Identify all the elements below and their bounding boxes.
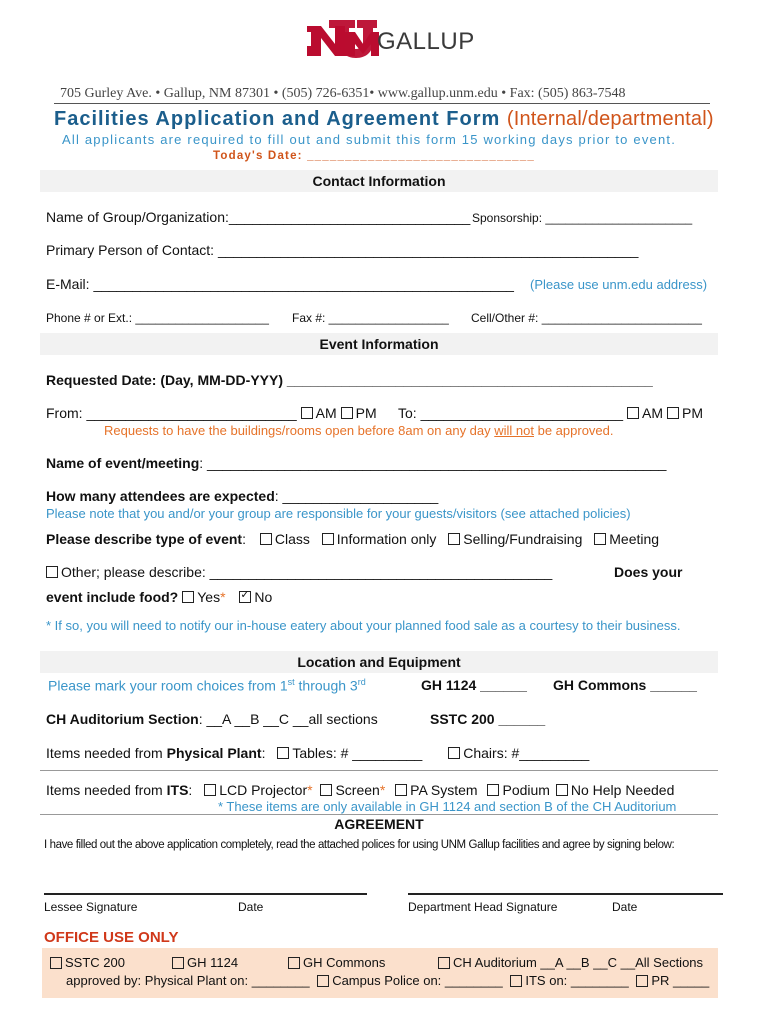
early-open-note: Requests to have the buildings/rooms open before 8am on any day will not be approved.	[104, 423, 614, 438]
location-heading: Location and Equipment	[297, 654, 461, 670]
from-pm-checkbox[interactable]	[341, 407, 353, 419]
no-help-checkbox[interactable]	[556, 784, 568, 796]
attendees-note: Please note that you and/or your group are responsible for your guests/visitors (see attached policies)	[46, 506, 631, 521]
lcd-checkbox[interactable]	[204, 784, 216, 796]
from-am-label: AM	[315, 405, 337, 421]
office-pr-checkbox[interactable]	[636, 975, 648, 987]
contact-section-header	[40, 170, 718, 192]
email-note: (Please use unm.edu address)	[530, 277, 708, 292]
food-yes-checkbox[interactable]	[182, 591, 194, 603]
primary-contact-field[interactable]: Primary Person of Contact: ______________________________________________________	[46, 242, 639, 258]
logo-text: GALLUP	[377, 28, 475, 55]
from-field[interactable]: From: ___________________________	[46, 405, 297, 421]
agreement-text: I have filled out the above application completely, read the attached polices for using UNM Gallup facilities and agree by signing below:	[44, 839, 675, 851]
office-row-2: approved by: Physical Plant on: ________ Campus Police on: ________ ITS on: ________ PR _____	[66, 973, 710, 988]
address-line: 705 Gurley Ave. • Gallup, NM 87301 • (505) 726-6351• www.gallup.unm.edu • Fax: (505) 863-7548	[60, 86, 626, 101]
office-ch-checkbox[interactable]	[438, 957, 450, 969]
header-rule	[54, 103, 710, 104]
office-ghcommons-checkbox[interactable]	[288, 957, 300, 969]
food-question-line1: Does your	[614, 564, 683, 580]
type-meeting-checkbox[interactable]	[594, 533, 606, 545]
podium-checkbox[interactable]	[487, 784, 499, 796]
dept-signature-line[interactable]	[408, 893, 723, 895]
phone-field[interactable]: Phone # or Ext.: ____________________	[46, 311, 269, 325]
sstc200-field[interactable]: SSTC 200 ______	[430, 711, 546, 727]
requested-date-field[interactable]: Requested Date: (Day, MM-DD-YYY) _______________________________________________	[46, 372, 653, 388]
divider	[40, 770, 718, 771]
office-row-1: SSTC 200	[46, 955, 125, 970]
pa-checkbox[interactable]	[395, 784, 407, 796]
room-choice-note: Please mark your room choices from 1st through 3rd	[48, 677, 366, 694]
tables-checkbox[interactable]	[277, 747, 289, 759]
to-field[interactable]: To: __________________________	[398, 405, 624, 421]
office-ghcommons: GH Commons	[284, 955, 385, 970]
to-am-checkbox[interactable]	[627, 407, 639, 419]
screen-checkbox[interactable]	[320, 784, 332, 796]
food-question-row: event include food? Yes* ✓ No	[46, 589, 272, 605]
office-police-checkbox[interactable]	[317, 975, 329, 987]
office-use-heading: OFFICE USE ONLY	[44, 929, 179, 946]
dept-signature-label: Department Head Signature	[408, 900, 558, 914]
to-pm-label: PM	[682, 405, 704, 421]
gh-commons-field[interactable]: GH Commons ______	[553, 677, 697, 693]
office-sstc-checkbox[interactable]	[50, 957, 62, 969]
lessee-date-label: Date	[238, 900, 264, 914]
from-am-checkbox[interactable]	[301, 407, 313, 419]
contact-heading: Contact Information	[312, 173, 446, 189]
event-type-row: Please describe type of event: Class Information only Selling/Fundraising Meeting	[46, 531, 660, 547]
lessee-signature-label: Lessee Signature	[44, 900, 138, 914]
chairs-field[interactable]: Chairs: #_________	[463, 745, 590, 761]
attendees-field[interactable]: How many attendees are expected: ____________________	[46, 488, 439, 504]
its-row: Items needed from ITS: LCD Projector* Screen* PA System Podium No Help Needed	[46, 782, 675, 798]
sponsorship-field[interactable]: Sponsorship: ______________________	[472, 211, 693, 225]
food-note: * If so, you will need to notify our in-house eatery about your planned food sale as a courtesy to their business.	[46, 618, 681, 633]
agreement-section-header	[40, 814, 718, 835]
group-name-field[interactable]: Name of Group/Organization:_______________________________	[46, 209, 471, 225]
dept-date-label: Date	[612, 900, 638, 914]
fax-field[interactable]: Fax #: __________________	[292, 311, 449, 325]
from-pm-label: PM	[355, 405, 377, 421]
type-class-checkbox[interactable]	[260, 533, 272, 545]
cell-field[interactable]: Cell/Other #: ________________________	[471, 311, 702, 325]
food-no-checkbox[interactable]	[239, 591, 251, 603]
lessee-signature-line[interactable]	[44, 893, 367, 895]
type-other-checkbox[interactable]	[46, 566, 58, 578]
form-subtitle: All applicants are required to fill out and submit this form 15 working days prior to event.	[62, 132, 677, 147]
email-field[interactable]: E-Mail: ______________________________________________________	[46, 276, 514, 292]
office-its-checkbox[interactable]	[510, 975, 522, 987]
form-title	[54, 108, 714, 131]
agreement-heading: AGREEMENT	[334, 816, 424, 832]
title-paren: (Internal/departmental)	[506, 108, 714, 130]
event-name-field[interactable]: Name of event/meeting: ___________________________________________________________	[46, 455, 667, 471]
other-type-field[interactable]: Other; please describe: ____________________________________________	[42, 564, 552, 580]
location-section-header	[40, 651, 718, 673]
to-pm-checkbox[interactable]	[667, 407, 679, 419]
type-selling-checkbox[interactable]	[448, 533, 460, 545]
physical-plant-row: Items needed from Physical Plant: Tables: # _________ Chairs: #_________	[46, 745, 590, 761]
title-main: Facilities Application and Agreement Form	[54, 108, 501, 130]
chairs-checkbox[interactable]	[448, 747, 460, 759]
to-time-row	[398, 405, 703, 421]
office-ch: CH Auditorium __A __B __C __All Sections	[434, 955, 703, 970]
to-am-label: AM	[642, 405, 664, 421]
type-info-checkbox[interactable]	[322, 533, 334, 545]
todays-date-field[interactable]: Today's Date: ______________________________	[213, 150, 535, 162]
office-pp-field[interactable]: approved by: Physical Plant on: ________	[66, 973, 310, 988]
office-gh1124: GH 1124	[168, 955, 238, 970]
its-note: * These items are only available in GH 1124 and section B of the CH Auditorium	[218, 799, 677, 814]
office-gh1124-checkbox[interactable]	[172, 957, 184, 969]
tables-field[interactable]: Tables: # _________	[292, 745, 423, 761]
event-heading: Event Information	[319, 336, 439, 352]
gh1124-field[interactable]: GH 1124 ______	[421, 677, 527, 693]
event-section-header	[40, 333, 718, 355]
ch-auditorium-field[interactable]: CH Auditorium Section: __A __B __C __all sections	[46, 711, 378, 727]
from-time-row	[46, 405, 377, 421]
